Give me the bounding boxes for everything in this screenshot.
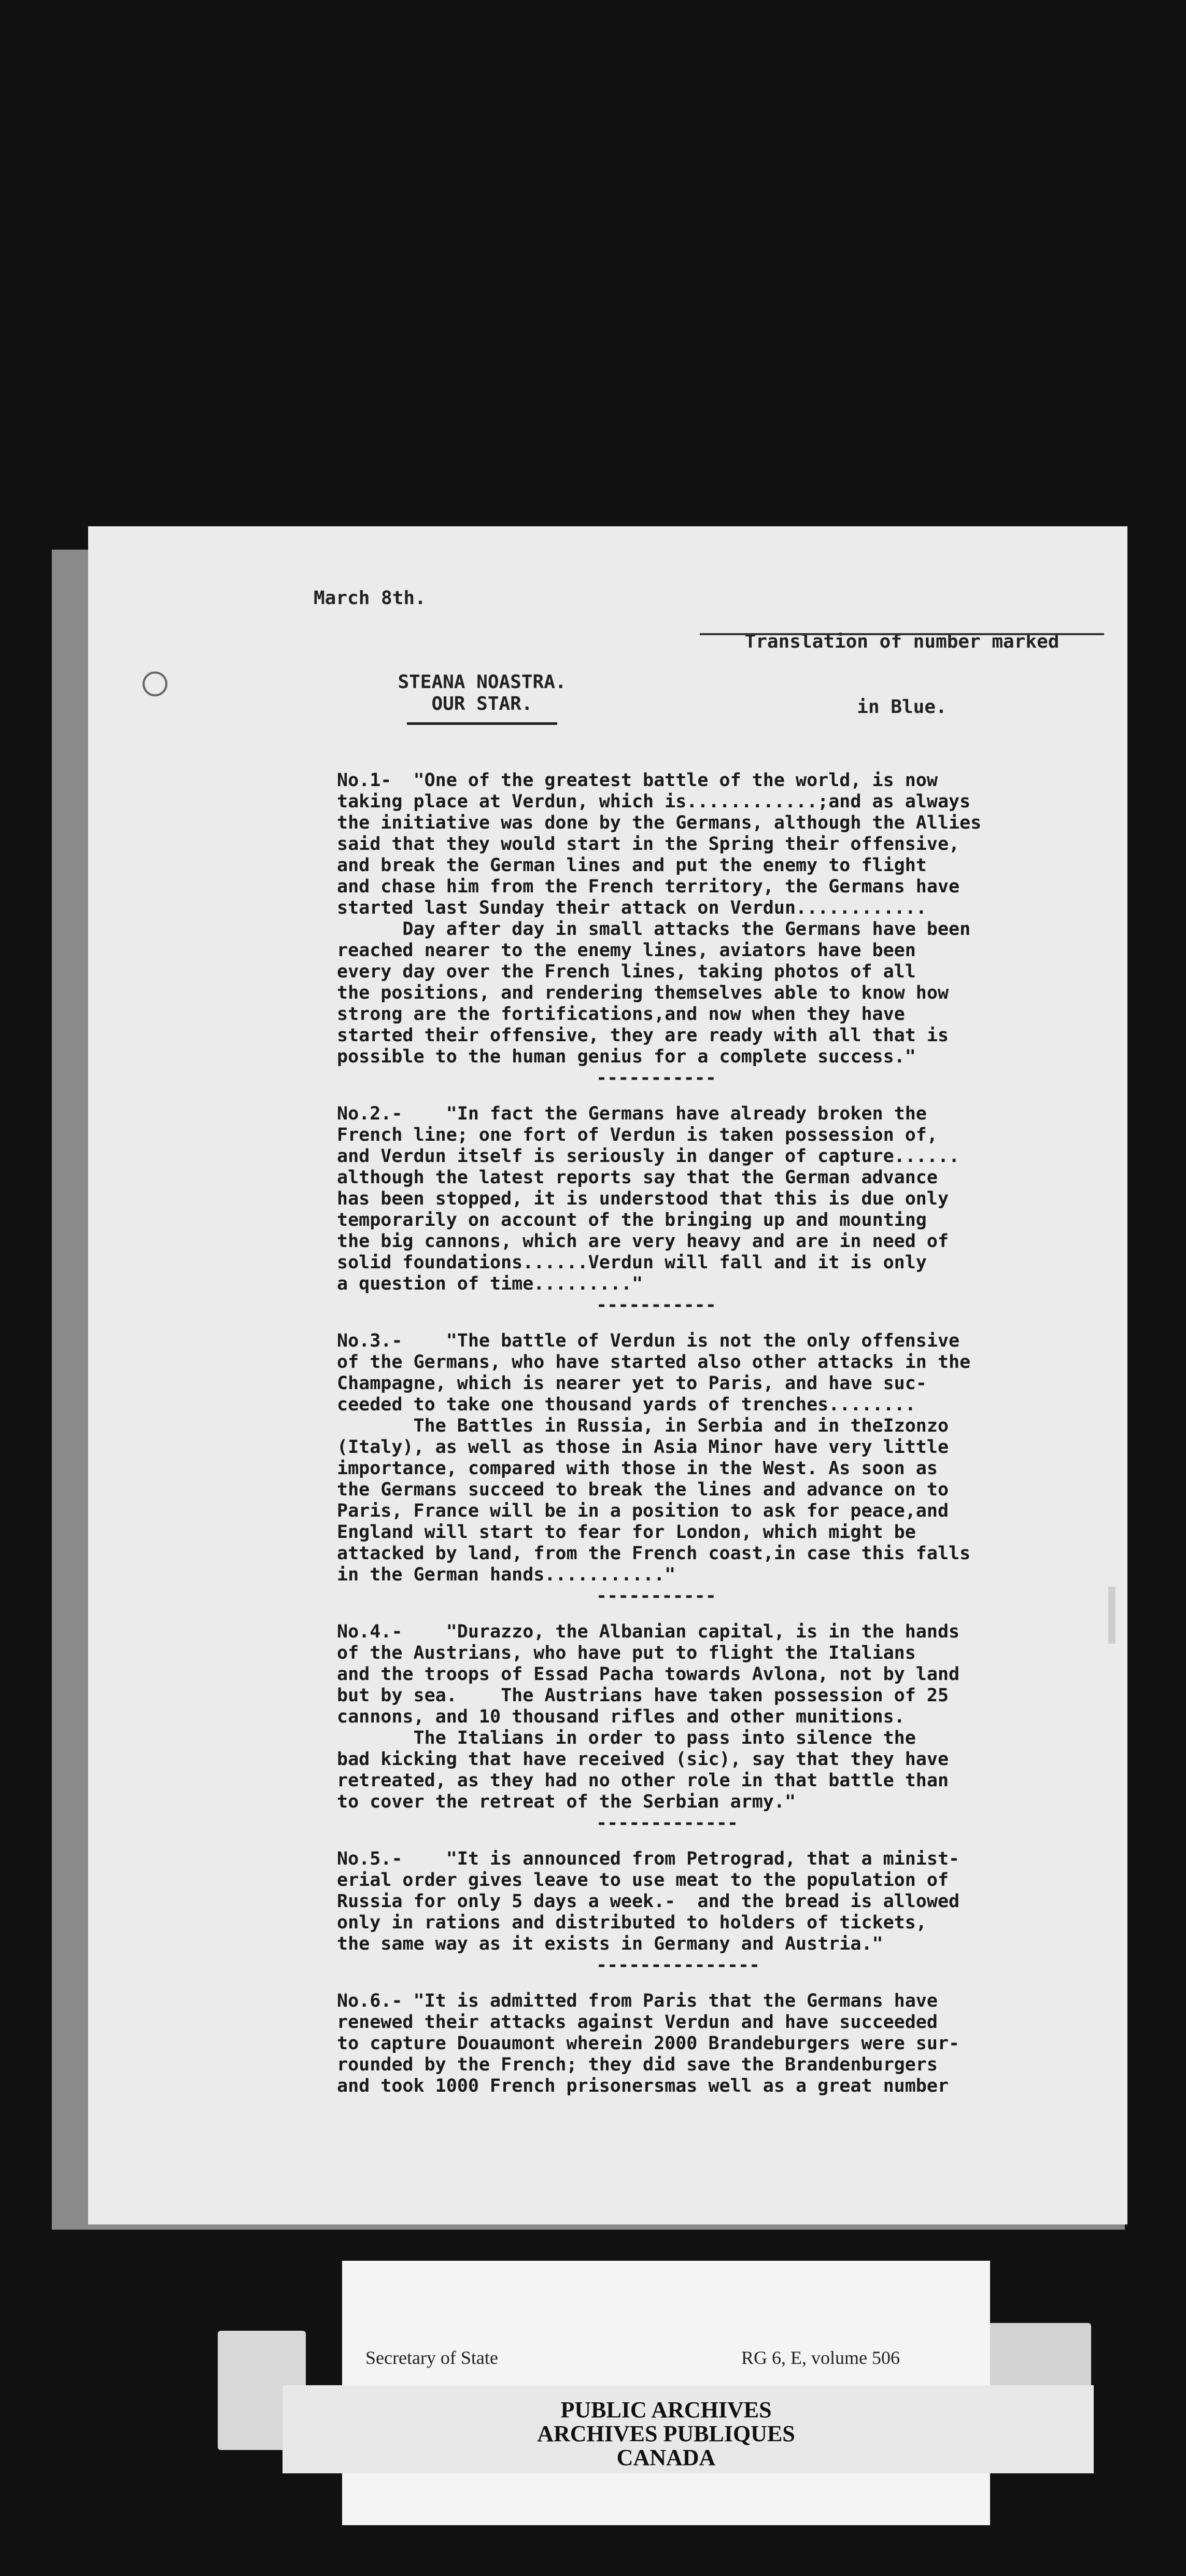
text-line: to capture Douaumont wherein 2000 Brandeburgers were sur- [337, 2033, 960, 2054]
text-line: a question of time........." [337, 1273, 643, 1294]
text-line: temporarily on account of the bringing up and mounting [337, 1210, 927, 1230]
text-line: No.5.- "It is announced from Petrograd, that a minist- [337, 1849, 960, 1869]
punch-hole [143, 671, 167, 696]
item-separator: ----------- [596, 1295, 716, 1315]
text-line: strong are the fortifications,and now when they have [337, 1004, 905, 1025]
text-line: Russia for only 5 days a week.- and the bread is allowed [337, 1891, 960, 1912]
text-line: (Italy), as well as those in Asia Minor have very little [337, 1437, 949, 1458]
text-line: the big cannons, which are very heavy and are in need of [337, 1231, 949, 1252]
item-separator: ----------- [596, 1586, 716, 1606]
text-line: French line; one fort of Verdun is taken possession of, [337, 1125, 938, 1145]
text-line: and break the German lines and put the enemy to flight [337, 855, 927, 876]
text-line: England will start to fear for London, which might be [337, 1522, 916, 1543]
archive-label-line-3: CANADA [616, 2445, 716, 2470]
file-reference-line-1: RG 6, E, volume 506 [741, 2347, 900, 2368]
text-line: renewed their attacks against Verdun and have succeeded [337, 2012, 938, 2033]
news-item-4 [337, 1621, 1114, 1834]
text-line: No.3.- "The battle of Verdun is not the only offensive [337, 1331, 960, 1351]
text-line: Champagne, which is nearer yet to Paris, and have suc- [337, 1373, 927, 1394]
text-line: retreated, as they had no other role in that battle than [337, 1770, 949, 1791]
translation-note-line-1: Translation of number marked [744, 631, 1060, 652]
text-line: cannons, and 10 thousand rifles and other munitions. [337, 1706, 905, 1727]
text-line: solid foundations......Verdun will fall and it is only [337, 1252, 927, 1273]
translation-note-underline [700, 633, 1104, 635]
page-edge-tab [1108, 1587, 1116, 1644]
text-line: the initiative was done by the Germans, although the Allies [337, 813, 982, 833]
item-separator: ----------- [596, 1068, 716, 1088]
archive-stamp-label [290, 2398, 1042, 2470]
text-line: said that they would start in the Spring their offensive, [337, 834, 960, 855]
text-line: importance, compared with those in the West. As soon as [337, 1458, 938, 1479]
text-line: every day over the French lines, taking photos of all [337, 961, 916, 982]
news-item-2 [337, 1103, 1114, 1316]
text-line: started last Sunday their attack on Verdun............ [337, 898, 927, 918]
translation-note [700, 587, 1104, 783]
text-line: The Battles in Russia, in Serbia and in theIzonzo [337, 1416, 949, 1436]
text-line: rounded by the French; they did save the Brandenburgers [337, 2054, 938, 2075]
item-separator: --------------- [596, 1955, 760, 1976]
archive-label-line-1: PUBLIC ARCHIVES [560, 2397, 772, 2423]
text-line: No.6.- "It is admitted from Paris that the Germans have [337, 1991, 938, 2011]
text-line: No.4.- "Durazzo, the Albanian capital, is in the hands [337, 1621, 960, 1642]
item-separator: ------------- [596, 1813, 738, 1833]
archive-label-line-2: ARCHIVES PUBLIQUES [537, 2421, 795, 2446]
text-line: to cover the retreat of the Serbian army." [337, 1791, 796, 1812]
text-line: taking place at Verdun, which is............;and as always [337, 791, 971, 812]
document-subtitle: OUR STAR. [431, 693, 533, 715]
news-item-6 [337, 1991, 1114, 2097]
department-line-1: Secretary of State [365, 2347, 498, 2368]
news-item-1 [337, 770, 1114, 1089]
document-body [337, 770, 1114, 2111]
translation-note-line-2: in Blue. [857, 696, 947, 718]
text-line: the positions, and rendering themselves able to know how [337, 983, 949, 1003]
text-line: The Italians in order to pass into silence the [337, 1728, 916, 1748]
text-line: No.2.- "In fact the Germans have already broken the [337, 1103, 927, 1124]
document-date: March 8th. [314, 587, 426, 609]
title-block [363, 671, 601, 725]
text-line: the same way as it exists in Germany and Austria." [337, 1934, 883, 1954]
text-line: started their offensive, they are ready with all that is [337, 1025, 949, 1046]
text-line: of the Austrians, who have put to flight the Italians [337, 1643, 916, 1663]
text-line: attacked by land, from the French coast,in case this falls [337, 1543, 971, 1564]
text-line: but by sea. The Austrians have taken possession of 25 [337, 1685, 949, 1706]
text-line: and Verdun itself is seriously in danger of capture...... [337, 1146, 960, 1167]
text-line: Day after day in small attacks the Germans have been [337, 919, 971, 940]
text-line: and took 1000 French prisonersmas well as a great number [337, 2076, 949, 2096]
news-item-3 [337, 1331, 1114, 1607]
text-line: of the Germans, who have started also other attacks in the [337, 1352, 971, 1373]
news-item-5 [337, 1849, 1114, 1976]
text-line: has been stopped, it is understood that this is due only [337, 1188, 949, 1209]
text-line: possible to the human genius for a complete success." [337, 1046, 916, 1067]
text-line: in the German hands..........." [337, 1564, 676, 1585]
typed-page [88, 526, 1127, 2224]
text-line: only in rations and distributed to holders of tickets, [337, 1912, 927, 1933]
title-underline [407, 722, 557, 725]
text-line: No.1- "One of the greatest battle of the world, is now [337, 770, 938, 791]
text-line: and the troops of Essad Pacha towards Avlona, not by land [337, 1664, 960, 1685]
text-line: Paris, France will be in a position to ask for peace,and [337, 1501, 949, 1521]
text-line: ceeded to take one thousand yards of trenches........ [337, 1394, 916, 1415]
text-line: reached nearer to the enemy lines, aviators have been [337, 940, 916, 961]
document-title: STEANA NOASTRA. [398, 671, 567, 693]
text-line: and chase him from the French territory, the Germans have [337, 876, 960, 897]
text-line: the Germans succeed to break the lines and advance on to [337, 1479, 949, 1500]
text-line: although the latest reports say that the German advance [337, 1167, 938, 1188]
text-line: erial order gives leave to use meat to the population of [337, 1870, 949, 1891]
text-line: bad kicking that have received (sic), say that they have [337, 1749, 949, 1770]
